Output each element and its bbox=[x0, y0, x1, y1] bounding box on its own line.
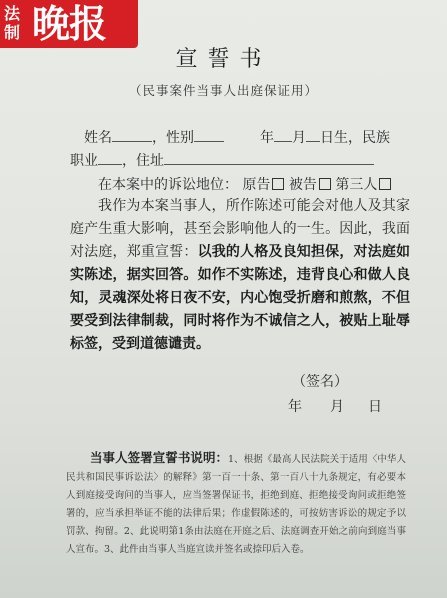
plaintiff-label: 原告 bbox=[242, 177, 271, 193]
day-blank bbox=[306, 127, 320, 142]
date-day: 日 bbox=[368, 399, 382, 415]
plaintiff-checkbox bbox=[272, 178, 284, 190]
defendant-label: 被告 bbox=[288, 177, 317, 193]
oath-intro-text: 我作为本案当事人，所作陈述可能会对他人及其家庭产生重大影响，甚至会影响他人的一生。因此，我面对法庭，郑重宣誓： bbox=[70, 198, 410, 260]
logo-big-text: 晚报 bbox=[32, 2, 107, 46]
month-blank bbox=[274, 127, 292, 142]
gender-label: ，性别 bbox=[152, 130, 194, 146]
birth-label: 日生，民族 bbox=[320, 130, 390, 146]
logo-small-text: 法制 bbox=[4, 4, 22, 42]
litigation-status-row bbox=[98, 174, 391, 194]
instructions-body: 1、根据《最高人民法院关于适用〈中华人民共和国民事诉讼法〉的解释》第一百一十条、第一百八十九条规定，有必要本人到庭接受询问的当事人，应当签署保证书，拒绝到庭、拒绝接受询问或拒绝签署的，应当承担举证不能的法律后果；作虚假陈述的，可按妨害诉讼的规定予以罚款、拘留。2、此说明第1条由法庭在开庭之后、法庭调查开始之前向到庭当事人宣布。3、此件由当事人当庭宣读并签名或捺印后入卷。 bbox=[66, 454, 406, 555]
oath-statement-text: 以我的人格及良知担保，对法庭如实陈述，据实回答。如作不实陈述，违背良心和做人良知，灵魂深处将日夜不安，内心饱受折磨和煎熬，不但要受到法律制裁，同时将作为不诚信之人，被贴上耻辱标签，受到道德谴责。 bbox=[70, 244, 411, 352]
signature-label: （签名） bbox=[292, 374, 348, 390]
newspaper-logo bbox=[0, 0, 138, 48]
occupation-label: 职业 bbox=[70, 153, 98, 169]
document-subtitle: （民事案件当事人出庭保证用） bbox=[128, 83, 318, 98]
field-birth-row bbox=[260, 127, 390, 147]
month-label: 月 bbox=[292, 130, 306, 146]
year-label: 年 bbox=[260, 130, 274, 146]
name-label: 姓名 bbox=[84, 130, 112, 146]
document-title: 宣誓书 bbox=[175, 47, 272, 72]
occupation-blank bbox=[98, 150, 122, 165]
address-label: ，住址 bbox=[122, 153, 164, 169]
date-month: 月 bbox=[330, 399, 344, 415]
signing-instructions bbox=[66, 449, 406, 559]
defendant-checkbox bbox=[319, 178, 331, 190]
oath-paragraph bbox=[70, 195, 410, 356]
date-year: 年 bbox=[288, 399, 302, 415]
field-occupation-row bbox=[70, 150, 374, 170]
name-blank bbox=[112, 127, 152, 142]
gender-blank bbox=[194, 127, 224, 142]
third-party-checkbox bbox=[379, 178, 391, 190]
third-party-label: 第三人 bbox=[335, 177, 378, 193]
field-name-row bbox=[84, 127, 224, 147]
status-label: 在本案中的诉讼地位： bbox=[98, 177, 238, 193]
signature-date bbox=[288, 396, 382, 416]
instructions-heading: 当事人签署宣誓书说明： bbox=[90, 450, 229, 465]
address-blank bbox=[164, 150, 374, 165]
